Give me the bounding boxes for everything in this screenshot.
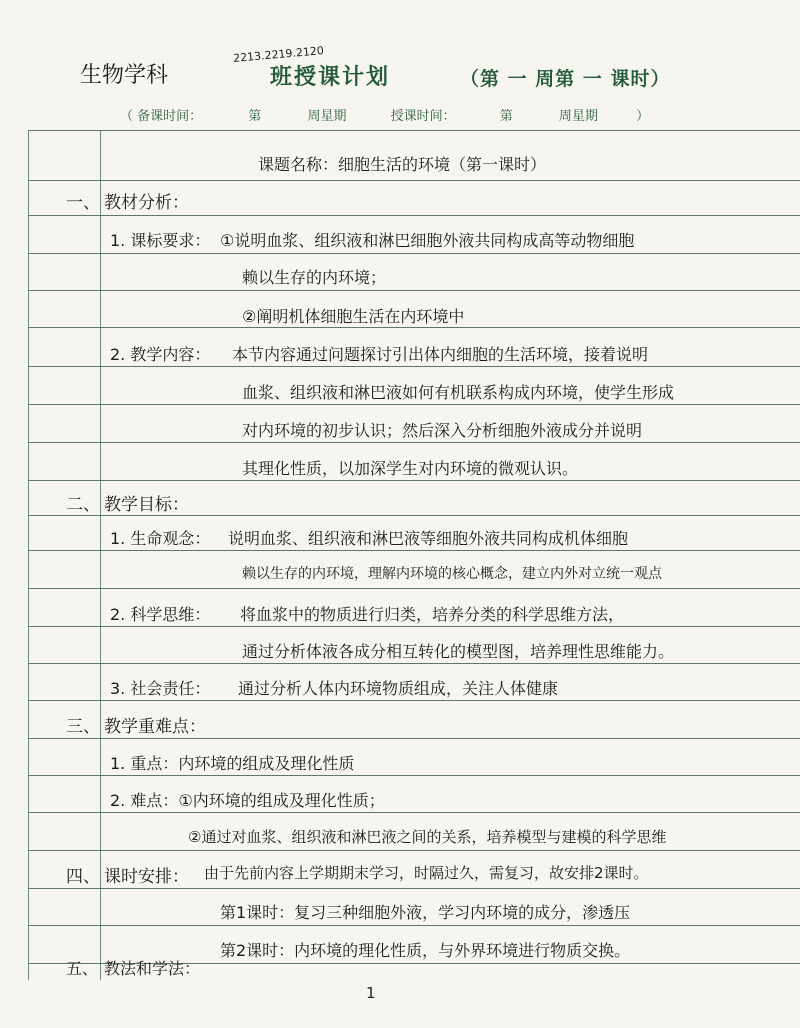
class-numbers-note: 2213.2219.2120 bbox=[232, 44, 325, 65]
section-4-title: 课时安排： bbox=[104, 867, 189, 887]
section-2-number: 二、 bbox=[66, 495, 100, 515]
s3-item2: 2. 难点：①内环境的组成及理化性质； bbox=[110, 791, 385, 810]
s4-text3: 第2课时：内环境的理化性质，与外界环境进行物质交换。 bbox=[220, 941, 631, 960]
section-5-title: 教法和学法： bbox=[104, 959, 201, 978]
s4-text1: 由于先前内容上学期期末学习，时隔过久，需复习，故安排2课时。 bbox=[204, 864, 649, 882]
ruled-line bbox=[28, 850, 800, 851]
teach-time-label: 授课时间： bbox=[390, 109, 456, 124]
prep-di: 第 bbox=[248, 109, 262, 124]
ruled-line bbox=[28, 180, 800, 181]
s2-item3-text: 通过分析人体内环境物质组成，关注人体健康 bbox=[238, 679, 559, 698]
section-2-title: 教学目标： bbox=[104, 495, 189, 515]
s3-item2b: ②通过对血浆、组织液和淋巴液之间的关系，培养模型与建模的科学思维 bbox=[188, 828, 667, 846]
subject-label: 生物学科 bbox=[80, 63, 169, 88]
ruled-line bbox=[28, 775, 800, 776]
ruled-line bbox=[28, 515, 800, 516]
s1-item2-text2: 血浆、组织液和淋巴液如何有机联系构成内环境，使学生形成 bbox=[242, 383, 675, 402]
ruled-line bbox=[28, 130, 800, 131]
section-5-number: 五、 bbox=[66, 959, 99, 978]
section-4-number: 四、 bbox=[66, 867, 100, 887]
ruled-line bbox=[28, 663, 800, 664]
ruled-line bbox=[28, 626, 800, 627]
s1-item1-text1: ①说明血浆、组织液和淋巴细胞外液共同构成高等动物细胞 bbox=[220, 231, 635, 250]
ruled-lines-area bbox=[28, 130, 800, 980]
ruled-line bbox=[28, 700, 800, 701]
prep-time-label: （ 备课时间： bbox=[120, 109, 203, 124]
s4-text2: 第1课时：复习三种细胞外液，学习内环境的成分，渗透压 bbox=[220, 903, 631, 922]
section-3-title: 教学重难点： bbox=[104, 717, 206, 737]
ruled-line bbox=[28, 215, 800, 216]
s2-item2-text1: 将血浆中的物质进行归类，培养分类的科学思维方法， bbox=[240, 605, 625, 624]
ruled-line bbox=[28, 588, 800, 589]
lesson-title: 课题名称：细胞生活的环境（第一课时） bbox=[258, 155, 547, 174]
s1-item1-text2: 赖以生存的内环境； bbox=[242, 268, 387, 287]
s1-item2-text1: 本节内容通过问题探讨引出体内细胞的生活环境，接着说明 bbox=[232, 345, 649, 364]
margin-line bbox=[100, 130, 101, 980]
prep-week: 周星期 bbox=[307, 109, 347, 124]
ruled-line bbox=[28, 550, 800, 551]
ruled-line bbox=[28, 738, 800, 739]
meta-close: ） bbox=[636, 109, 650, 124]
ruled-line bbox=[28, 812, 800, 813]
ruled-line bbox=[28, 290, 800, 291]
section-3-number: 三、 bbox=[66, 717, 100, 737]
ruled-line bbox=[28, 404, 800, 405]
teach-di: 第 bbox=[499, 109, 513, 124]
week-period-title: （第 一 周第 一 课时） bbox=[460, 68, 671, 90]
s1-item2-text4: 其理化性质，以加深学生对内环境的微观认识。 bbox=[242, 459, 579, 478]
s1-item1-text3: ②阐明机体细胞生活在内环境中 bbox=[242, 307, 465, 326]
page-header bbox=[60, 44, 790, 98]
teach-week: 周星期 bbox=[558, 109, 598, 124]
s3-item1: 1. 重点：内环境的组成及理化性质 bbox=[110, 754, 355, 773]
ruled-line bbox=[28, 253, 800, 254]
s2-item2-label: 2. 科学思维： bbox=[110, 605, 211, 624]
time-meta-line bbox=[120, 105, 649, 124]
ruled-line bbox=[28, 327, 800, 328]
ruled-line bbox=[28, 925, 800, 926]
s2-item1-text1: 说明血浆、组织液和淋巴液等细胞外液共同构成机体细胞 bbox=[228, 529, 629, 548]
ruled-line bbox=[28, 480, 800, 481]
ruled-line bbox=[28, 366, 800, 367]
s2-item3-label: 3. 社会责任： bbox=[110, 679, 211, 698]
ruled-line bbox=[28, 442, 800, 443]
section-1-title: 教材分析： bbox=[104, 193, 189, 213]
section-1-number: 一、 bbox=[66, 193, 100, 213]
s1-item2-text3: 对内环境的初步认识；然后深入分析细胞外液成分并说明 bbox=[242, 421, 643, 440]
s2-item2-text2: 通过分析体液各成分相互转化的模型图，培养理性思维能力。 bbox=[242, 642, 675, 661]
ruled-line bbox=[28, 888, 800, 889]
s2-item1-text2: 赖以生存的内环境，理解内环境的核心概念，建立内外对立统一观点 bbox=[242, 566, 662, 582]
page-number: 1 bbox=[366, 984, 376, 1002]
left-border-line bbox=[28, 130, 29, 980]
s1-item1-label: 1. 课标要求： bbox=[110, 231, 211, 250]
s1-item2-label: 2. 教学内容： bbox=[110, 345, 211, 364]
s2-item1-label: 1. 生命观念： bbox=[110, 529, 211, 548]
plan-title: 班授课计划 bbox=[270, 64, 391, 90]
